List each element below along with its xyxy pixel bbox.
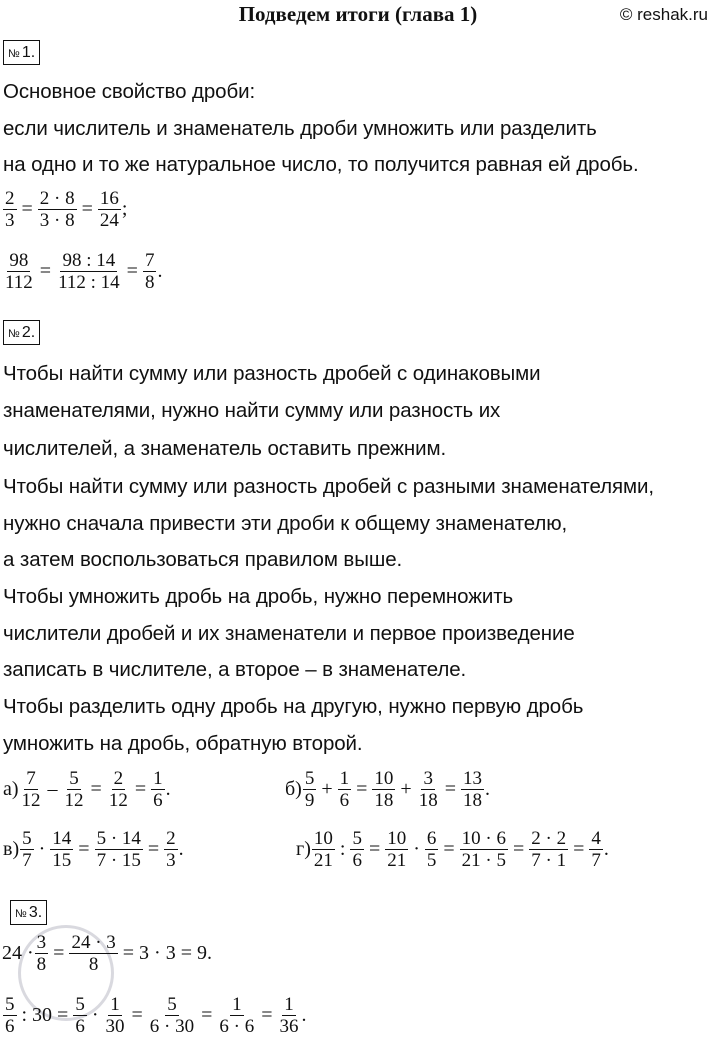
text-line: а затем воспользоваться правилом выше.: [3, 548, 403, 571]
text-line: на одно и то же натуральное число, то получится равная ей дробь.: [3, 153, 639, 176]
example-3-1: 24 · $\frac{3}{8}$ = $\frac{24 \cdot 3}{8}$ = 3 · 3 = 9.: [2, 932, 212, 975]
example-1-1: $\frac{2}{3}$ = $\frac{2 \cdot 8}{3 \cdot 8}$ = $\frac{16}{24}$ ;: [5, 188, 128, 231]
text-line: Чтобы найти сумму или разность дробей с разными знаменателями,: [3, 475, 654, 498]
text-line: Чтобы умножить дробь на дробь, нужно перемножить: [3, 585, 514, 608]
example-1-2: $\frac{98}{112}$ = $\frac{98 : 14}{112 : 14}$ = $\frac{7}{8}$ .: [5, 250, 163, 293]
text-line: Основное свойство дроби:: [3, 80, 256, 103]
text-line: Чтобы разделить одну дробь на другую, нужно первую дробь: [3, 695, 584, 718]
text-line: если числитель и знаменатель дроби умножить или разделить: [3, 117, 597, 140]
text-line: Чтобы найти сумму или разность дробей с одинаковыми: [3, 362, 541, 385]
page-title: Подведем итоги (глава 1): [238, 2, 478, 26]
task-number-1: № 1.: [3, 40, 40, 65]
example-2-v: в) 5 7 · $\frac{14}{15}$ = $\frac{5 \cdot 14}{7 \cdot 15}$ = $\frac{2}{3}$ .: [3, 828, 184, 871]
text-line: числители дробей и их знаменатели и первое произведение: [3, 622, 575, 645]
text-line: записать в числителе, а второе – в знаменателе.: [3, 658, 467, 681]
example-3-2: 5 6 : 30 = $\frac{5}{6}$ · $\frac{1}{30}$ = $\frac{5}{6 \cdot 30}$ = $\frac{1}{6 \cdot 6}$ = $\frac{1}{36}$ .: [5, 994, 307, 1037]
example-2-g: г) 10 21 : $\frac{5}{6}$ = $\frac{10}{21}$ · $\frac{6}{5}$ = $\frac{10 \cdot 6}{21 \cdot 5}$ = $\frac{2 \cdot 2}{7 \cdot 1}$ = $\frac{4}{7}$ .: [296, 828, 609, 871]
text-line: умножить на дробь, обратную второй.: [3, 732, 363, 755]
site-brand: © reshak.ru: [619, 5, 708, 24]
example-2-b: б) 5 9 + $\frac{1}{6}$ = $\frac{10}{18}$ + $\frac{3}{18}$ = $\frac{13}{18}$ .: [285, 768, 490, 811]
task-number-3: № 3.: [10, 900, 47, 925]
text-line: знаменателями, нужно найти сумму или разность их: [3, 399, 501, 422]
task-number-2: № 2.: [3, 320, 40, 345]
text-line: нужно сначала привести эти дроби к общему знаменателю,: [3, 512, 568, 535]
example-2-a: а) 7 12 – $\frac{5}{12}$ = $\frac{2}{12}$ = $\frac{1}{6}$ .: [3, 768, 171, 811]
text-line: числителей, а знаменатель оставить прежним.: [3, 437, 447, 460]
